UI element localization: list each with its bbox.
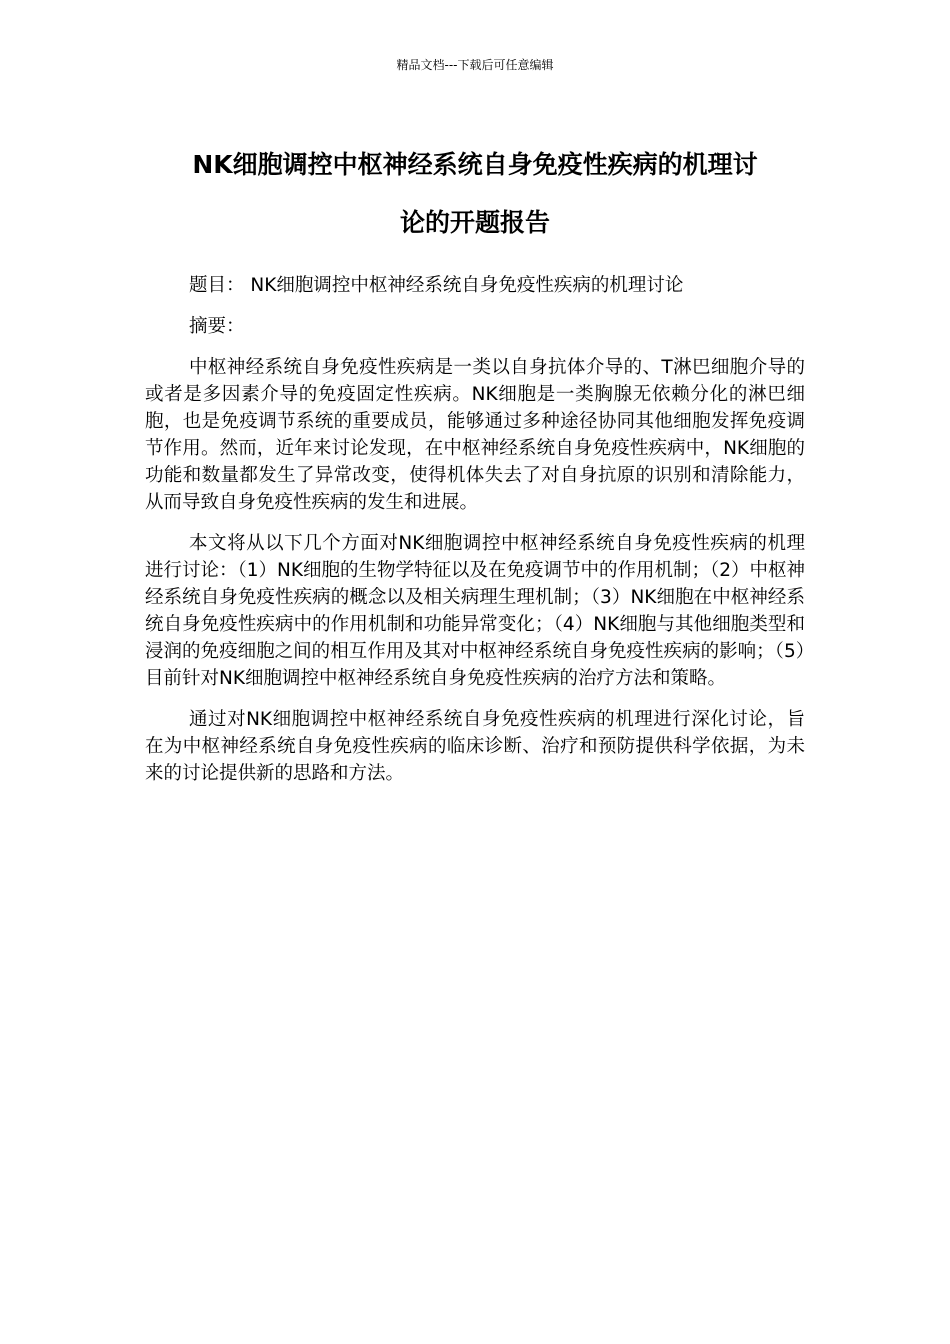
title-line-1: NK细胞调控中枢神经系统自身免疫性疾病的机理讨 bbox=[192, 150, 758, 179]
title-line-2: 论的开题报告 bbox=[399, 208, 550, 237]
topic-value: NK细胞调控中枢神经系统自身免疫性疾病的机理讨论 bbox=[250, 275, 684, 296]
topic-label: 题目： bbox=[189, 275, 245, 296]
document-title bbox=[145, 136, 805, 252]
paragraph-3: 通过对NK细胞调控中枢神经系统自身免疫性疾病的机理进行深化讨论，旨在为中枢神经系统自身免疫性疾病的临床诊断、治疗和预防提供科学依据，为未来的讨论提供新的思路和方法。 bbox=[145, 709, 805, 784]
abstract-label: 摘要： bbox=[189, 316, 245, 337]
topic-row bbox=[145, 272, 805, 299]
paragraph-2: 本文将从以下几个方面对NK细胞调控中枢神经系统自身免疫性疾病的机理进行讨论：（1）NK细胞的生物学特征以及在免疫调节中的作用机制；（2）中枢神经系统自身免疫性疾病的概念以及相关病理生理机制；（3）NK细胞在中枢神经系统自身免疫性疾病中的作用机制和功能异常变化；（4）NK细胞与其他细胞类型和浸润的免疫细胞之间的相互作用及其对中枢神经系统自身免疫性疾病的影响；（5）目前针对NK细胞调控中枢神经系统自身免疫性疾病的治疗方法和策略。 bbox=[145, 533, 806, 689]
paragraph-1: 中枢神经系统自身免疫性疾病是一类以自身抗体介导的、T淋巴细胞介导的或者是多因素介导的免疫固定性疾病。NK细胞是一类胸腺无依赖分化的淋巴细胞，也是免疫调节系统的重要成员，能够通过多种途径协同其他细胞发挥免疫调节作用。然而，近年来讨论发现，在中枢神经系统自身免疫性疾病中，NK细胞的功能和数量都发生了异常改变，使得机体失去了对自身抗原的识别和清除能力，从而导致自身免疫性疾病的发生和进展。 bbox=[145, 357, 805, 513]
header-note: 精品文档---下载后可任意编辑 bbox=[396, 58, 554, 72]
document-body bbox=[145, 272, 805, 801]
